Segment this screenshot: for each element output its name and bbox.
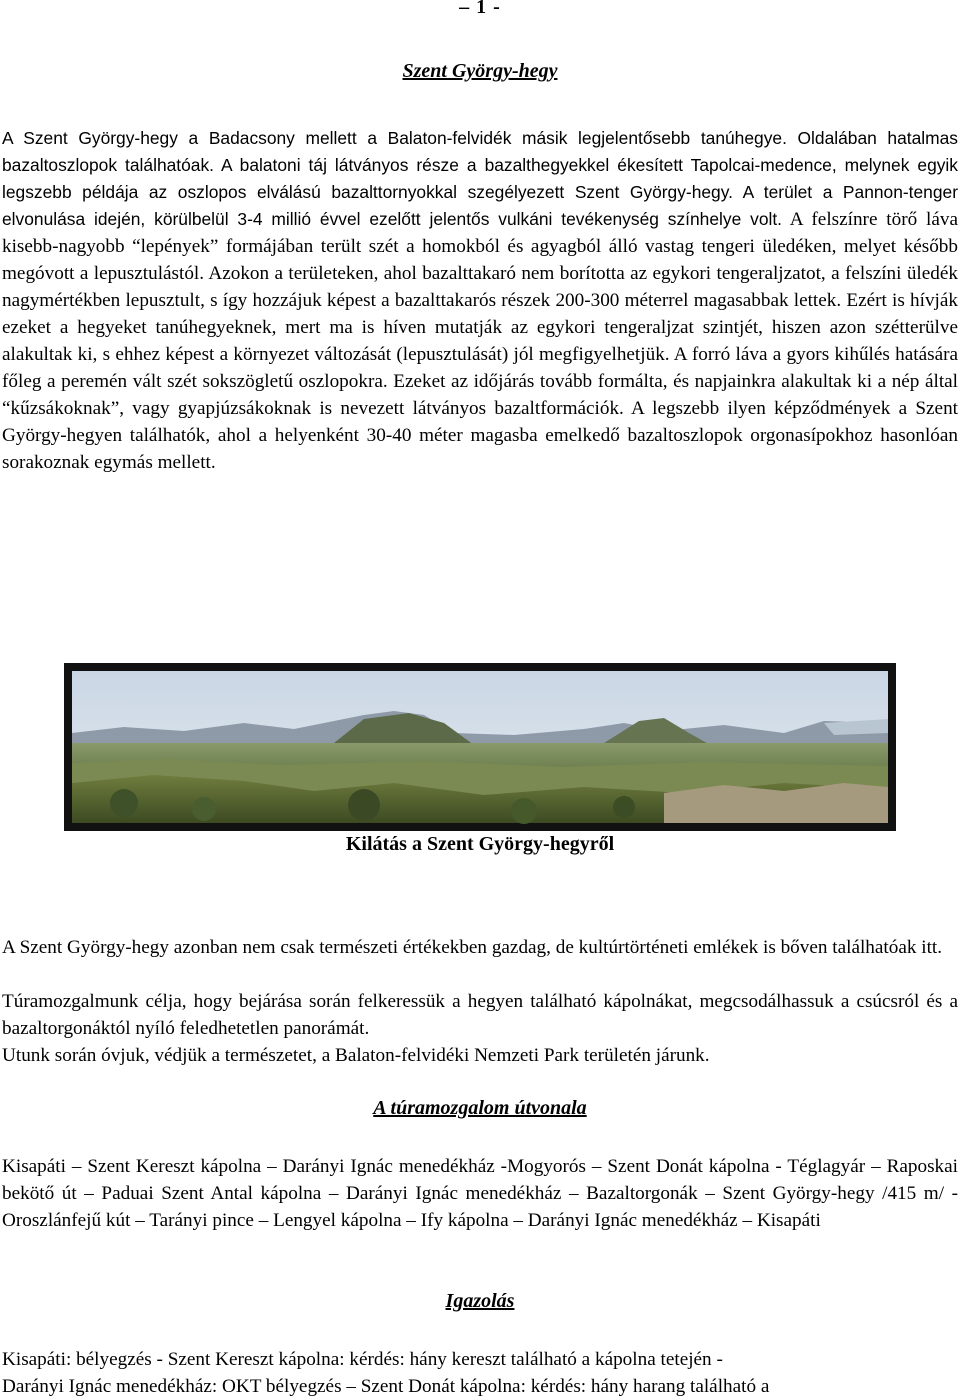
culture-paragraph-1: A Szent György-hegy azonban nem csak természeti értékekben gazdag, de kultúrtörténeti emlékek is bőven találhatóak itt.: [2, 937, 943, 958]
panorama-photo: [64, 663, 896, 831]
route-text: Kisapáti – Szent Kereszt kápolna – Darányi Ignác menedékház -Mogyorós – Szent Donát kápolna - Téglagyár – Raposkai bekötő út – Paduai Szent Antal kápolna – Darányi Ignác menedékház – Bazaltorgonák – Szent György-hegy /415 m/ - Oroszlánfejű kút – Tarányi pince – Lengyel kápolna – Ify kápolna – Darányi Ignác menedékház – Kisapáti: [2, 1156, 958, 1231]
route-heading: A túramozgalom útvonala: [373, 1097, 587, 1119]
culture-paragraph-3: Utunk során óvjuk, védjük a természetet, a Balaton-felvidéki Nemzeti Park területén járunk.: [2, 1045, 710, 1066]
photo-caption: Kilátás a Szent György-hegyről: [345, 833, 615, 855]
page-number: – 1 -: [459, 0, 501, 18]
verification-heading: Igazolás: [445, 1290, 515, 1312]
page-title: Szent György-hegy: [402, 60, 558, 82]
verification-line-1: Kisapáti: bélyegzés - Szent Kereszt kápolna: kérdés: hány kereszt található a kápolna tetején -: [2, 1349, 723, 1370]
verification-text: [2, 1346, 958, 1400]
verification-line-2: Darányi Ignác menedékház: OKT bélyegzés – Szent Donát kápolna: kérdés: hány harang található a: [2, 1376, 770, 1397]
intro-text-c: A felszínre törő láva kisebb-nagyobb “lepények” formájában terült szét a homokból és agyagból álló vastag tengeri üledéken, melyet később megóvott a lepusztulástól. Azokon a területeken, ahol bazalttakaró nem borította az egykori tengeraljzatot, a felszíni üledék nagymértékben lepusztult, s így hozzájuk képest a bazalttakarós részek 200-300 méterrel magasabbak lettek. Ezért is hívják ezeket a hegyeket tanúhegyeknek, mert ma is híven mutatják az egykori tengeraljzat szintjét, hiszen azon szétterülve alakultak ki, s ehhez képest a környezet változását (lepusztulását) jól megfigyelhetjük. A forró láva a gyors kihűlés hatására főleg a peremén vált szét sokszögletű oszlopokra. Ezeket az időjárás tovább formálta, és napjainkra alakultak ki a nép által “kűzsákoknak”, vagy gyapjúzsákoknak is nevezett látványos bazaltformációk. A legszebb ilyen képződmények a Szent György-hegyen találhatók, ahol a helyenként 30-40 méter magasba emelkedő bazaltoszlopok orgonasípokhoz hasonlóan sorakoznak egymás mellett.: [2, 209, 958, 473]
culture-paragraph-2: Túramozgalmunk célja, hogy bejárása során felkeressük a hegyen található kápolnákat, megcsodálhassuk a csúcsról és a bazaltorgonáktól nyíló feledhetetlen panorámát.: [2, 991, 958, 1039]
intro-text-a: A Szent György-hegy a Badacsony mellett a Balaton-felvidék másik legjelentősebb tanúhegye. Oldalában hatalmas bazaltoszlopok találhatóak. A balatoni táj látványos része a bazalthegyekkel ékesített Tapolcai-medence, melynek egyik legszebb példája az oszlopos elválású bazalttornyokkal szegélyezett Szent György-hegy.: [2, 128, 958, 202]
intro-paragraph: [2, 125, 958, 476]
intro-text-b: A terület a Pannon-tenger elvonulása idején, körülbelül 3-4 millió évvel ezelőtt jelentős vulkáni tevékenység színhelye volt.: [2, 182, 958, 229]
